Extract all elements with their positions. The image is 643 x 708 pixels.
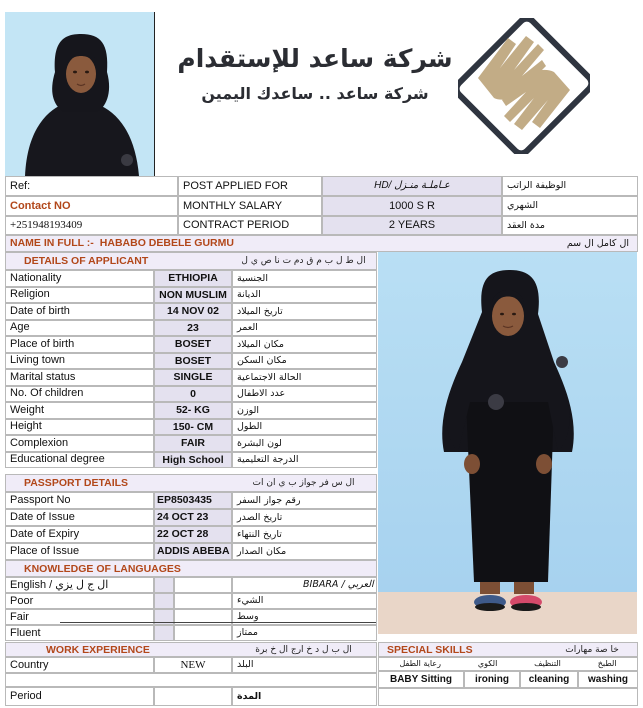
applicant-row-label: Height [5, 419, 154, 436]
language-row-arabic: ممتاز [232, 625, 377, 641]
languages-section-header [5, 560, 377, 577]
applicant-row-arabic: الجنسية [232, 270, 377, 287]
language-row-label: English / ال ج ل يزي [5, 577, 154, 593]
applicant-row-value: BOSET [154, 353, 232, 370]
applicant-row-label: Age [5, 320, 154, 337]
company-slogan-arabic: شركة ساعد .. ساعدك اليمين [201, 84, 429, 103]
language-row-label: Poor [5, 593, 154, 609]
applicant-full-body-photo [378, 252, 637, 634]
monthly-salary-arabic: الشهري [502, 196, 638, 216]
passport-row-label: Date of Issue [5, 509, 154, 526]
language-row-arabic: الشيء [232, 593, 377, 609]
applicant-row-arabic: مكان السكن [232, 353, 377, 370]
applicant-row-value: High School [154, 452, 232, 469]
passport-row-arabic: مكان الصدار [232, 543, 377, 560]
passport-row-value: EP8503435 [154, 492, 232, 509]
work-country-arabic: البلد [232, 657, 377, 673]
skill-cleaning: cleaning [520, 671, 578, 688]
work-period-label: Period [5, 687, 154, 706]
applicant-row-label: Complexion [5, 435, 154, 452]
monthly-salary-label: MONTHLY SALARY [178, 196, 322, 216]
post-applied-value: HD/ عـاملـة منـزل [322, 176, 502, 196]
applicant-row-value: 150- CM [154, 419, 232, 436]
applicant-row-arabic: الديانة [232, 287, 377, 304]
company-hands-logo [458, 18, 590, 154]
passport-row-value: 24 OCT 23 [154, 509, 232, 526]
skills-arabic-row [378, 657, 638, 671]
applicant-row-value: 0 [154, 386, 232, 403]
applicant-row-value: SINGLE [154, 369, 232, 386]
applicant-row-value: ETHIOPIA [154, 270, 232, 287]
applicant-row-label: Date of birth [5, 303, 154, 320]
applicant-row-arabic: الطول [232, 419, 377, 436]
language-check-cell [154, 593, 174, 609]
passport-row-value: 22 OCT 28 [154, 526, 232, 543]
fair-row-rule [60, 622, 376, 623]
passport-row-value: ADDIS ABEBA [154, 543, 232, 560]
ref-cell: Ref: [5, 176, 178, 196]
applicant-section-title: DETAILS OF APPLICANT [24, 255, 149, 267]
language-check-cell [174, 577, 232, 593]
languages-section-title: KNOWLEDGE OF LANGUAGES [24, 562, 181, 575]
post-applied-arabic: الوظيفة الراتب [502, 176, 638, 196]
skills-empty-row [378, 688, 638, 706]
skills-section-header [378, 642, 638, 657]
language-check-cell [174, 625, 232, 641]
applicant-row-value: NON MUSLIM [154, 287, 232, 304]
skills-section-title: SPECIAL SKILLS [387, 643, 473, 656]
passport-row-label: Date of Expiry [5, 526, 154, 543]
applicant-portrait-photo [5, 12, 154, 176]
passport-row-arabic: تاريخ الصدر [232, 509, 377, 526]
applicant-row-value: BOSET [154, 336, 232, 353]
work-section-title: WORK EXPERIENCE [46, 643, 150, 656]
full-name-value: HABABO DEBELE GURMU [99, 237, 234, 250]
skill-arabic-babysitting: رعاية الطفل [399, 659, 441, 668]
applicant-row-arabic: الوزن [232, 402, 377, 419]
applicant-row-label: Religion [5, 287, 154, 304]
passport-row-label: Passport No [5, 492, 154, 509]
passport-row-arabic: رقم جواز السفر [232, 492, 377, 509]
monthly-salary-value: 1000 S R [322, 196, 502, 216]
language-row-label: Fair [5, 609, 154, 625]
skill-arabic-ironing: الكوي [477, 659, 498, 668]
applicant-row-arabic: الدرجة التعليمية [232, 452, 377, 469]
language-row-label: Fluent [5, 625, 154, 641]
work-period-value [154, 687, 232, 706]
applicant-section-title-arabic: ال ط ل ب م ق دم ت نا ص ي ل [241, 256, 366, 266]
full-name-label: NAME IN FULL :- [10, 237, 94, 250]
applicant-row-arabic: عدد الاطفال [232, 386, 377, 403]
applicant-row-label: Nationality [5, 270, 154, 287]
skill-washing: washing [578, 671, 638, 688]
language-check-cell [174, 593, 232, 609]
skills-section-title-arabic: خا صة مهارات [565, 644, 619, 655]
skill-baby-sitting: BABY Sitting [378, 671, 464, 688]
passport-row-arabic: تاريخ النتهاء [232, 526, 377, 543]
applicant-row-arabic: لون البشرة [232, 435, 377, 452]
work-period-arabic: المدة [232, 687, 377, 706]
work-empty-row [5, 673, 377, 687]
skill-ironing: ironing [464, 671, 520, 688]
company-name-arabic: شركة ساعد للإستقدام [177, 44, 453, 73]
work-section-header [5, 642, 377, 657]
applicant-row-arabic: تاريخ الميلاد [232, 303, 377, 320]
passport-section-title: PASSPORT DETAILS [24, 477, 129, 489]
applicant-row-label: No. Of children [5, 386, 154, 403]
passport-section-header [5, 474, 377, 492]
post-applied-label: POST APPLIED FOR [178, 176, 322, 196]
full-name-arabic: ال كامل ال سم [566, 237, 629, 249]
applicant-row-value: FAIR [154, 435, 232, 452]
contact-no-label: Contact NO [5, 196, 178, 216]
passport-section-title-arabic: ال س فر جواز ب ي ان ات [252, 478, 355, 488]
language-check-cell [154, 625, 174, 641]
passport-row-label: Place of Issue [5, 543, 154, 560]
full-name-row [5, 235, 638, 252]
skill-arabic-cooking: الطبخ [597, 659, 617, 668]
work-section-title-arabic: ال ب ل د خ ارج ال خ برة [255, 644, 352, 655]
applicant-row-value: 14 NOV 02 [154, 303, 232, 320]
language-row-arabic: BIBARA / العربي [232, 577, 377, 593]
applicant-row-arabic: الحالة الاجتماعية [232, 369, 377, 386]
applicant-row-label: Weight [5, 402, 154, 419]
work-country-label: Country [5, 657, 154, 673]
work-country-value: NEW [154, 657, 232, 673]
applicant-row-label: Place of birth [5, 336, 154, 353]
applicant-row-label: Marital status [5, 369, 154, 386]
applicant-row-value: 23 [154, 320, 232, 337]
skill-arabic-cleaning: التنظيف [534, 659, 561, 668]
contract-period-arabic: مدة العقد [502, 216, 638, 235]
applicant-section-header [5, 252, 377, 270]
applicant-row-label: Educational degree [5, 452, 154, 469]
language-check-cell [154, 577, 174, 593]
applicant-row-label: Living town [5, 353, 154, 370]
contract-period-value: 2 YEARS [322, 216, 502, 235]
applicant-row-value: 52- KG [154, 402, 232, 419]
language-row-arabic: وسط [232, 609, 377, 625]
contract-period-label: CONTRACT PERIOD [178, 216, 322, 235]
applicant-row-arabic: العمر [232, 320, 377, 337]
applicant-row-arabic: مكان الميلاد [232, 336, 377, 353]
contact-phone: +251948193409 [5, 216, 178, 235]
